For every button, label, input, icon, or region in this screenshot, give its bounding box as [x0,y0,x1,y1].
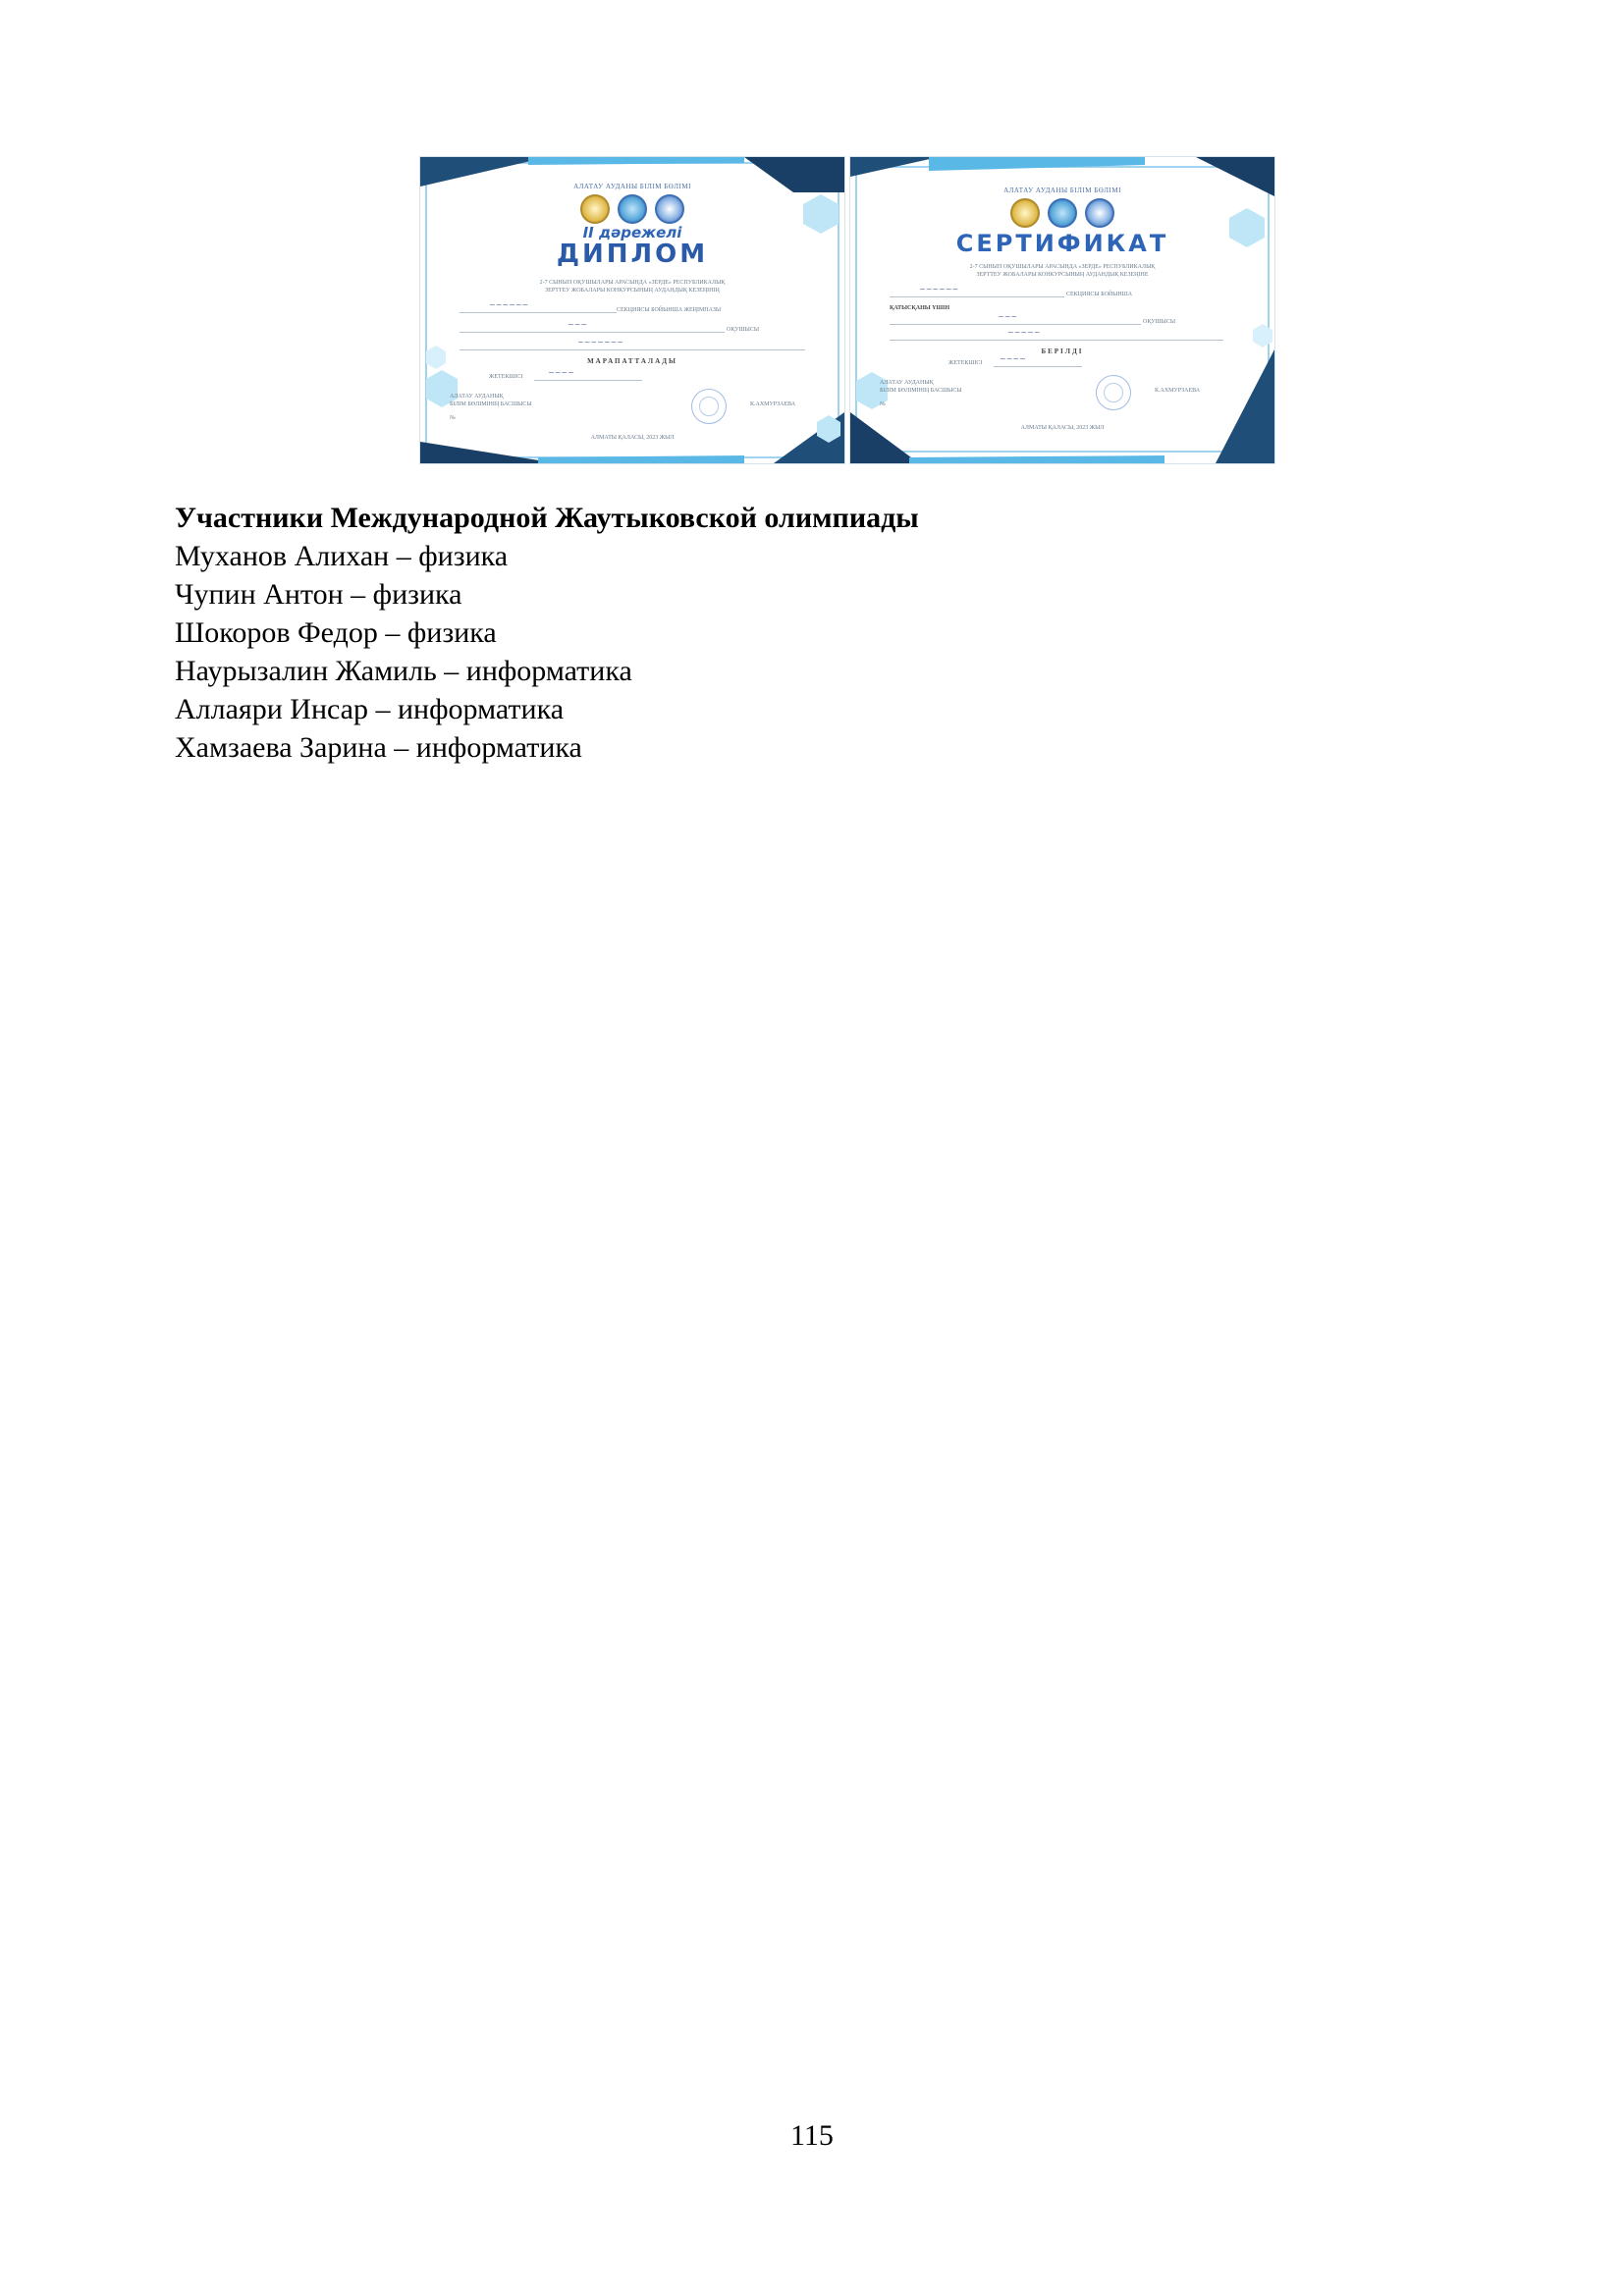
diploma-pupil-label: ОҚУШЫСЫ [727,327,760,333]
certificate-handwriting: ~~~~~~ [919,285,959,294]
certificate-given: БЕРІЛДІ [1041,347,1084,355]
certificate-handwriting: ~~~~~ [1007,328,1041,337]
certificate-emblems [890,198,1235,226]
stamp-icon [691,389,727,424]
certificate-head-2: БІЛІМ БӨЛІМІНІҢ БАСШЫСЫ [880,388,962,394]
certificate-pupil-label: ОҚУШЫСЫ [1143,319,1176,325]
diploma-subtitle-2: ЗЕРТТЕУ ЖОБАЛАРЫ КОНКУРСЫНЫҢ АУДАНДЫҚ КЕЗЕҢІНІҢ [545,288,720,294]
diploma-city: АЛМАТЫ ҚАЛАСЫ, 2023 ЖЫЛ [590,435,675,441]
certificate-title: СЕРТИФИКАТ [955,230,1169,257]
certificate-city: АЛМАТЫ ҚАЛАСЫ, 2023 ЖЫЛ [1020,425,1105,431]
diploma-section-label: СЕКЦИЯСЫ БОЙЫНША ЖЕҢІМПАЗЫ [617,307,722,313]
participant-item: Муханов Алихан – физика [175,540,509,572]
certificate-content [880,157,1235,463]
emblem-icon [655,194,684,224]
certificate-org: АЛАТАУ АУДАНЫ БІЛІМ БӨЛІМІ [1003,187,1121,194]
certificate-subtitle-2: ЗЕРТТЕУ ЖОБАЛАРЫ КОНКУРСЫНЫҢ АУДАНДЫҚ КЕЗЕҢІНЕ [976,272,1149,278]
certificate-name-line [890,340,1223,341]
diploma-awarded: МАРАПАТТАЛАДЫ [587,357,677,365]
diploma-grade-line [460,332,725,333]
diploma-handwriting: ~~~~ [548,368,574,377]
diploma-section-line [460,312,617,313]
stamp-icon [1096,375,1131,410]
participant-item: Хамзаева Зарина – информатика [175,731,582,764]
emblem-icon [1085,198,1114,228]
diploma-degree: ІІ дәрежелі [582,224,682,241]
diploma-image [420,157,844,463]
diploma-number: № [450,415,456,421]
emblem-icon [618,194,647,224]
certificate-head-name: К.АХМУРЗАЕВА [1155,388,1201,394]
participant-item: Чупин Антон – физика [175,578,462,611]
participants-section [175,499,1451,767]
certificate-handwriting: ~~~~ [1000,354,1026,363]
participant-item: Аллаяри Инсар – информатика [175,693,565,725]
emblem-icon [1048,198,1077,228]
certificate-handwriting: ~~~ [998,312,1018,321]
page-number: 115 [790,2119,834,2152]
diploma-name-line [460,349,805,350]
certificate-head-1: АЛАТАУ АУДАНЫҚ [880,380,934,386]
diploma-handwriting: ~~~~~~ [489,300,529,309]
certificate-supervisor-label: ЖЕТЕКШІСІ [948,360,983,366]
emblem-icon [1010,198,1040,228]
diploma-content [450,157,805,463]
diploma-handwriting: ~~~ [568,320,588,329]
diploma-title: ДИПЛОМ [556,240,709,269]
diploma-supervisor-label: ЖЕТЕКШІСІ [489,374,523,380]
participant-item: Шокоров Федор – физика [175,616,497,649]
diploma-supervisor-line [534,380,642,381]
diploma-subtitle-1: 2-7 СЫНЫП ОҚУШЫЛАРЫ АРАСЫНДА «ЗЕРДЕ» РЕСПУБЛИКАЛЫҚ [539,280,726,286]
certificates-figure [420,157,1274,463]
diploma-head-2: БІЛІМ БӨЛІМІНІҢ БАСШЫСЫ [450,401,532,407]
diploma-head-1: АЛАТАУ АУДАНЫҚ [450,394,504,400]
diploma-head-name: К.АХМУРЗАЕВА [750,401,796,407]
diploma-handwriting: ~~~~~~~ [577,338,623,347]
emblem-icon [580,194,610,224]
certificate-participation: ҚАТЫСҚАНЫ ҮШІН [890,305,950,311]
certificate-section-line [890,296,1064,297]
certificate-number: № [880,401,886,407]
participant-item: Наурызалин Жамиль – информатика [175,655,632,687]
diploma-org: АЛАТАУ АУДАНЫ БІЛІМ БӨЛІМІ [573,183,691,190]
certificate-subtitle-1: 2-7 СЫНЫП ОҚУШЫЛАРЫ АРАСЫНДА «ЗЕРДЕ» РЕСПУБЛИКАЛЫҚ [969,264,1156,270]
section-heading: Участники Международной Жаутыковской олимпиады [175,502,919,534]
certificate-image [850,157,1274,463]
certificate-grade-line [890,324,1141,325]
certificate-section-label: СЕКЦИЯСЫ БОЙЫНША [1066,292,1133,297]
diploma-emblems [460,194,805,222]
certificate-supervisor-line [994,366,1082,367]
